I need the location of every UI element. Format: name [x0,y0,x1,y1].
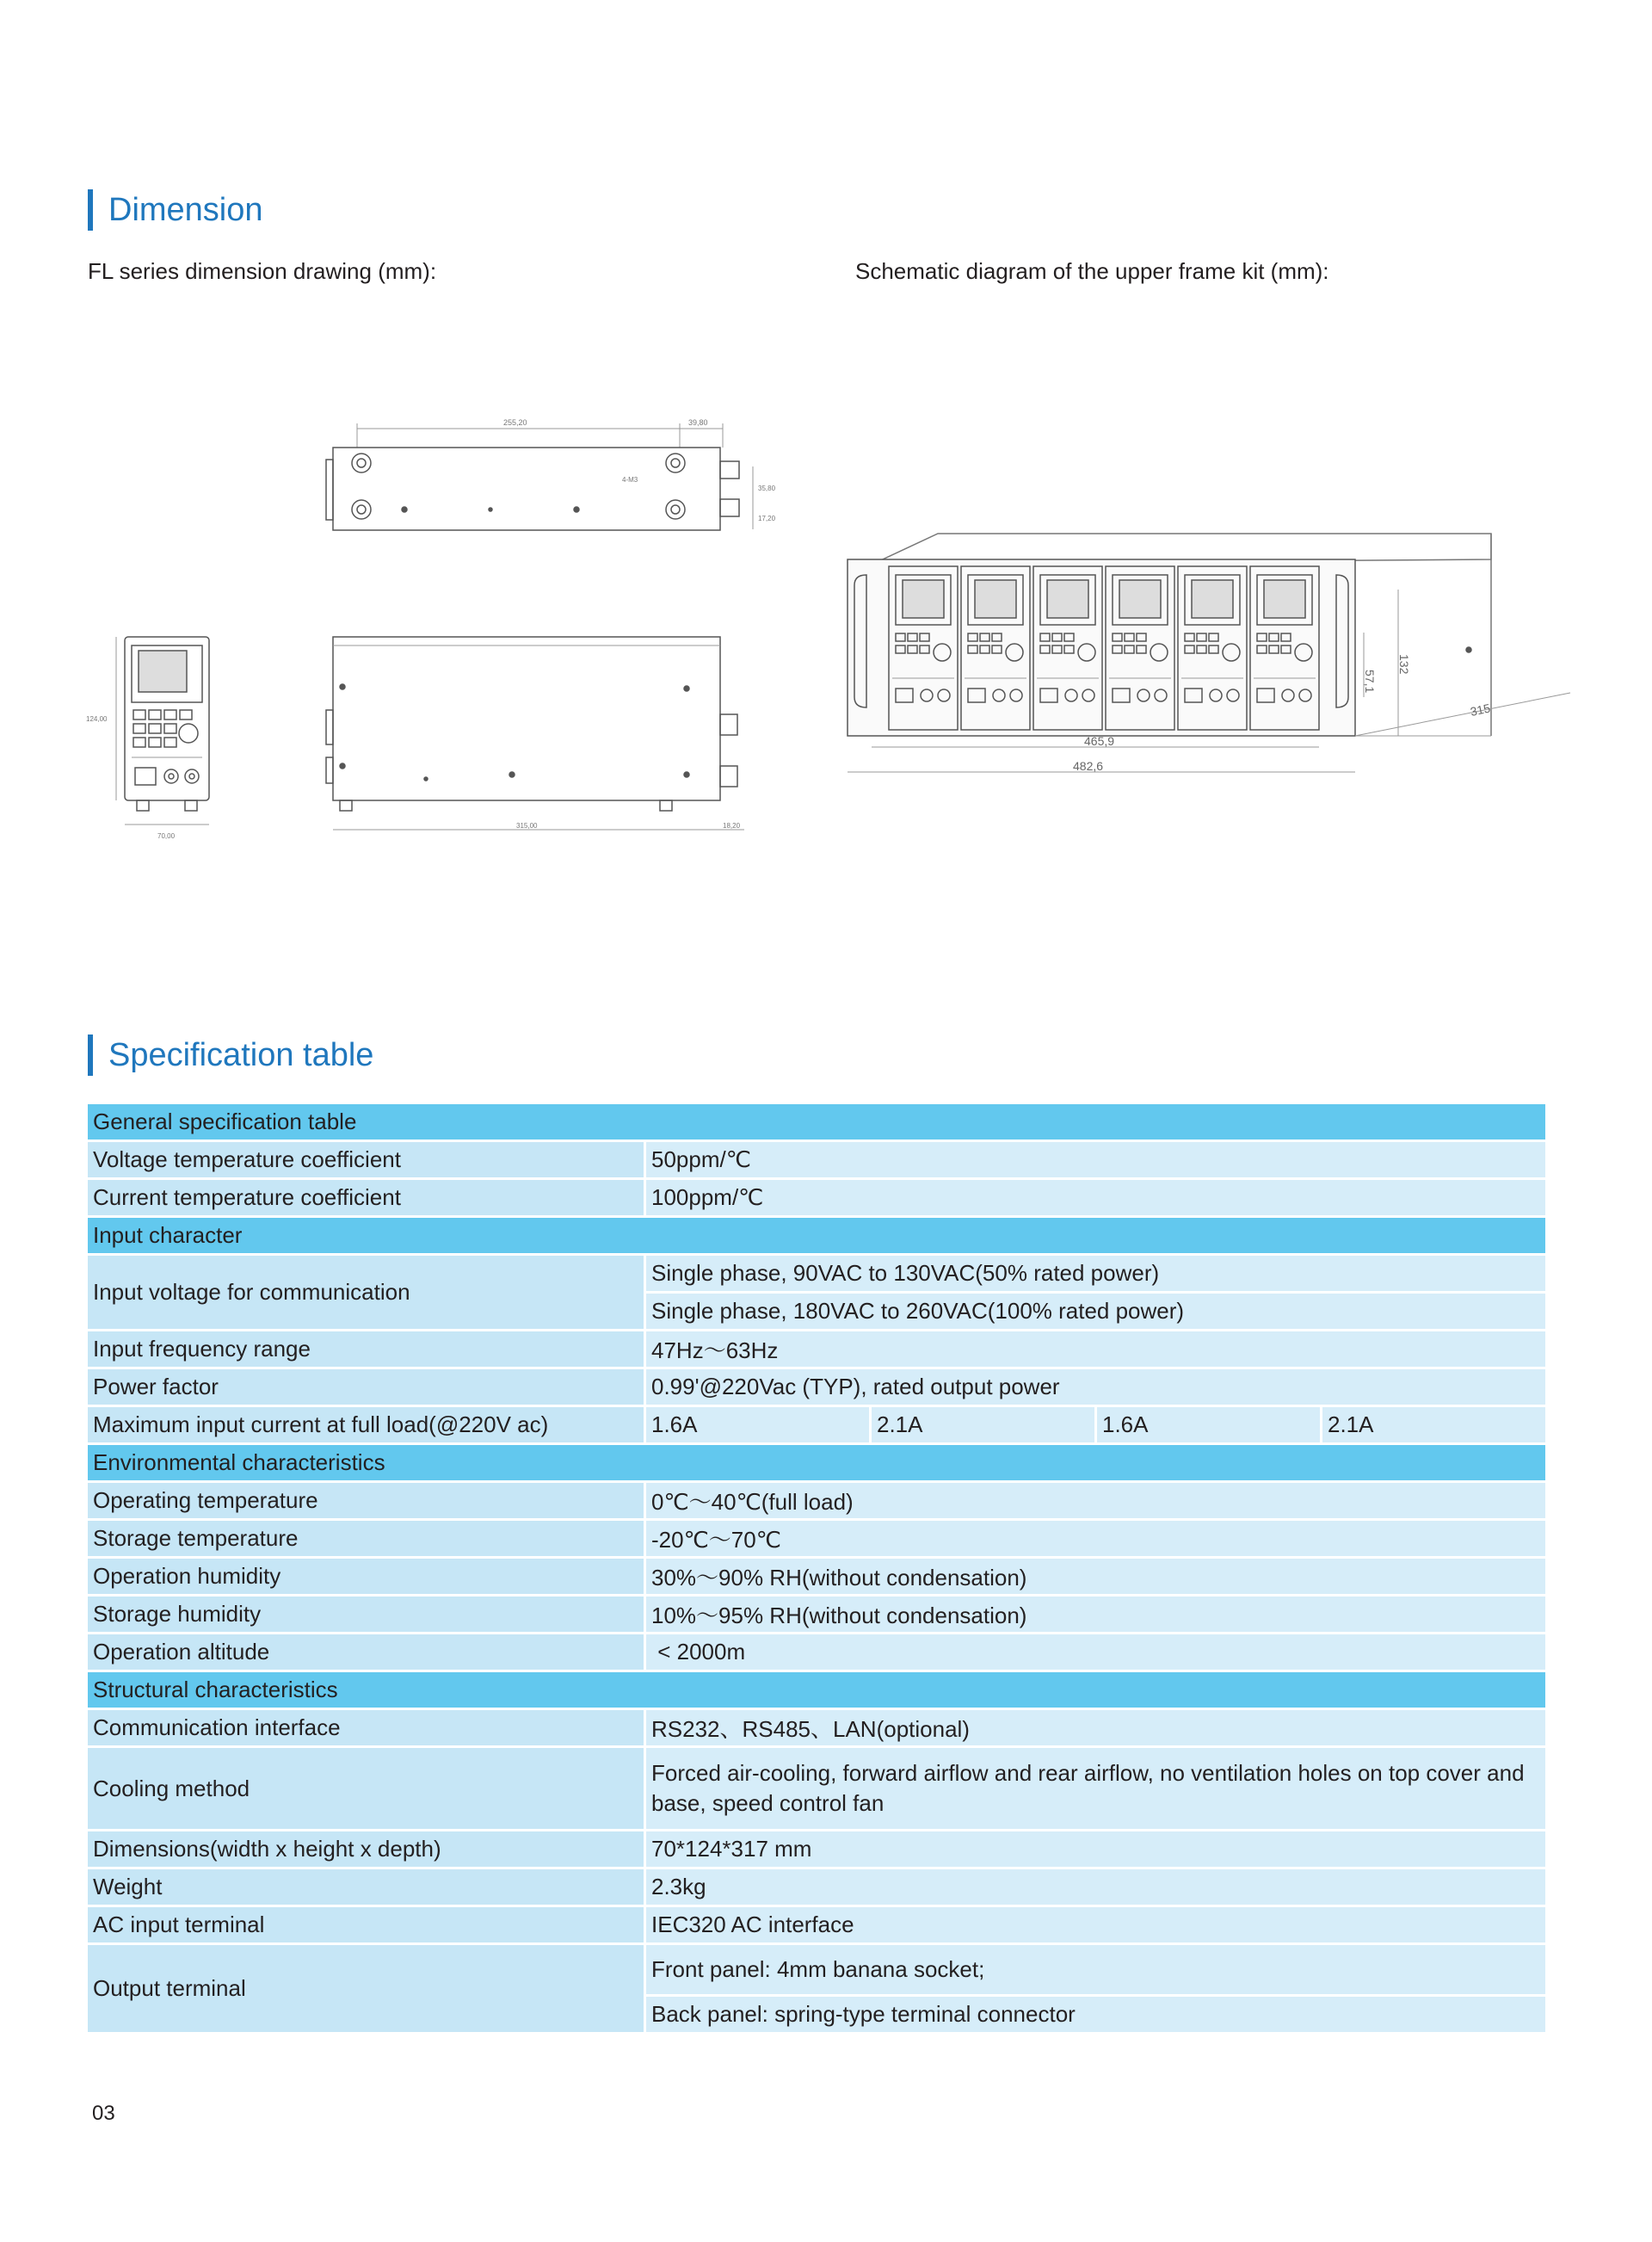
row-label: Weight [88,1869,644,1905]
frame-depth: 315 [1469,701,1492,719]
table-row [88,1634,1545,1670]
row-label: Input voltage for communication [88,1256,644,1329]
row-value: Forced air-cooling, forward airflow and rear airflow, no ventilation holes on top cover and base, speed control fan [644,1748,1545,1829]
row-value: Front panel: 4mm banana socket; [644,1945,1545,1994]
spec-table [88,1102,1545,2035]
row-label: Output terminal [88,1945,644,2032]
frame-height: 132 [1397,654,1411,675]
table-row [88,1142,1545,1177]
dim-side-h1: 35,80 [758,485,776,492]
frame-kit-schematic [848,516,1596,809]
category-environmental: Environmental characteristics [88,1445,1545,1480]
row-label: Storage temperature [88,1521,644,1556]
row-value: 0℃～40℃(full load) [644,1483,1545,1518]
row-value: 50ppm/℃ [644,1142,1545,1177]
row-label: Voltage temperature coefficient [88,1142,644,1177]
category-general: General specification table [88,1104,1545,1140]
table-row [88,1559,1545,1594]
row-value: -20℃～70℃ [644,1521,1545,1556]
row-value: 30%～90% RH(without condensation) [644,1559,1545,1594]
row-value: Single phase, 90VAC to 130VAC(50% rated power) [644,1256,1545,1291]
dim-front-width: 70,00 [157,832,176,840]
fl-series-dimension-drawing [82,413,776,861]
top-view-drawing [326,418,776,530]
row-label: Cooling method [88,1748,644,1829]
category-row-structural [88,1672,1545,1708]
table-row [88,1331,1545,1367]
row-label: Operation humidity [88,1559,644,1594]
row-label: Power factor [88,1369,644,1405]
row-label: Operation altitude [88,1634,644,1670]
row-value: 2.1A [1320,1407,1545,1442]
table-row [88,1869,1545,1905]
dim-side-length: 315,00 [516,822,538,830]
row-label: Storage humidity [88,1597,644,1632]
table-row [88,1483,1545,1518]
category-row-general [88,1104,1545,1140]
frame-outer-width: 482,6 [1073,759,1104,773]
row-value: 10%～95% RH(without condensation) [644,1597,1545,1632]
dim-side-h2: 17,20 [758,515,776,522]
frame-kit-caption: Schematic diagram of the upper frame kit (mm): [855,258,1329,284]
table-row [88,1180,1545,1215]
dim-top-right: 39,80 [688,418,708,427]
category-input: Input character [88,1218,1545,1253]
row-value: 1.6A [644,1407,869,1442]
row-value: IEC320 AC interface [644,1907,1545,1942]
row-value: Back panel: spring-type terminal connector [644,1997,1545,2032]
table-row [88,1521,1545,1556]
table-row [88,1710,1545,1745]
table-row [88,1369,1545,1405]
row-label: Operating temperature [88,1483,644,1518]
dim-side-right: 18,20 [723,822,741,830]
table-row [88,1256,1545,1291]
frame-inner-width: 465,9 [1084,734,1115,748]
row-label: Current temperature coefficient [88,1180,644,1215]
row-value: 2.1A [869,1407,1094,1442]
table-row [88,1907,1545,1942]
front-view-drawing [86,637,209,840]
table-row [88,1597,1545,1632]
table-row [88,1831,1545,1867]
row-value: 2.3kg [644,1869,1545,1905]
category-row-environmental [88,1445,1545,1480]
table-row [88,1748,1545,1829]
category-structural: Structural characteristics [88,1672,1545,1708]
table-row [88,1945,1545,1994]
table-row [88,1407,1545,1442]
dimension-heading: Dimension [88,189,263,231]
row-label: AC input terminal [88,1907,644,1942]
row-value: 70*124*317 mm [644,1831,1545,1867]
row-label: Communication interface [88,1710,644,1745]
side-view-drawing [326,637,744,830]
dim-front-height: 124,00 [86,715,108,723]
row-value: Single phase, 180VAC to 260VAC(100% rated power) [644,1294,1545,1329]
row-value: 1.6A [1094,1407,1320,1442]
row-value: 47Hz～63Hz [644,1331,1545,1367]
dim-holes: 4-M3 [622,476,638,484]
frame-mount-height: 57,1 [1363,670,1377,694]
row-label: Dimensions(width x height x depth) [88,1831,644,1867]
page-number: 03 [92,2102,115,2125]
spec-heading: Specification table [88,1035,373,1076]
fl-series-caption: FL series dimension drawing (mm): [88,258,437,284]
row-value: 0.99'@220Vac (TYP), rated output power [644,1369,1545,1405]
row-value: 100ppm/℃ [644,1180,1545,1215]
row-value: < 2000m [644,1634,1545,1670]
dim-top-length: 255,20 [503,418,527,427]
row-label: Maximum input current at full load(@220V ac) [88,1407,644,1442]
row-value: RS232、RS485、LAN(optional) [644,1710,1545,1745]
category-row-input [88,1218,1545,1253]
row-label: Input frequency range [88,1331,644,1367]
